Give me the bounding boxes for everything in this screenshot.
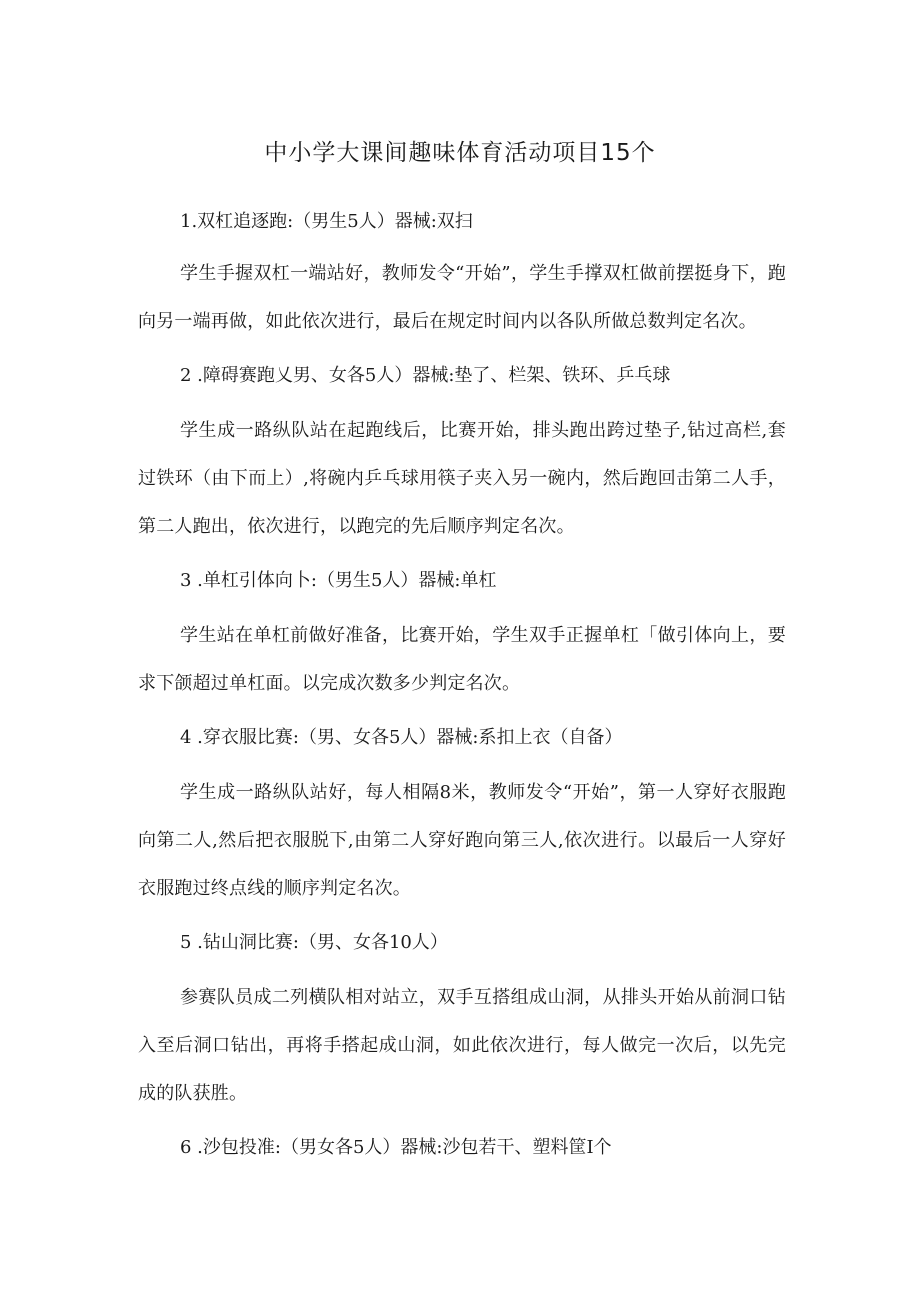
section-heading-1: 1.双杠追逐跑:（男生5人）器械:双扫 — [180, 211, 473, 232]
section-heading-3: 3 .单杠引体向卜:（男生5人）器械:单杠 — [180, 570, 497, 591]
section-body-4: 学生成一路纵队站好，每人相隔8米，教师发令“开始”，第一人穿好衣服跑向第二人,然后把衣服脱下,由第二人穿好跑向第三人,依次进行。以最后一人穿好衣服跑过终点线的顺序判定名次。 — [138, 782, 786, 899]
section-heading-5: 5 .钻山洞比赛:（男、女各10人） — [180, 932, 448, 953]
section-body-1: 学生手握双杠一端站好，教师发令“开始”，学生手撑双杠做前摆挺身下，跑向另一端再做，如此依次进行，最后在规定时间内以各队所做总数判定名次。 — [138, 263, 786, 332]
section-body-3: 学生站在单杠前做好准备，比赛开始，学生双手正握单杠「做引体向上，要求下颌超过单杠面。以完成次数多少判定名次。 — [138, 625, 786, 694]
section-heading-2: 2 .障碍赛跑乂男、女各5人）器械:垫了、栏架、铁环、乒乓球 — [180, 365, 671, 386]
document-body — [138, 203, 786, 1167]
document-title: 中小学大课间趣味体育活动项目15个 — [264, 140, 656, 166]
section-body-2: 学生成一路纵队站在起跑线后，比赛开始，排头跑出跨过垫子,钻过高栏,套过铁环（由下而上）,将碗内乒乓球用筷子夹入另一碗内，然后跑回击第二人手，第二人跑出，依次进行，以跑完的先后顺序判定名次。 — [138, 420, 786, 537]
section-heading-4: 4 .穿衣服比赛:（男、女各5人）器械:系扣上衣（自备） — [180, 727, 623, 748]
section-body-5: 参赛队员成二列横队相对站立，双手互搭组成山洞，从排头开始从前洞口钻入至后洞口钻出，再将手搭起成山洞，如此依次进行，每人做完一次后，以先完成的队获胜。 — [138, 987, 786, 1104]
section-heading-6: 6 .沙包投准:（男女各5人）器械:沙包若干、塑料筐I个 — [180, 1137, 612, 1158]
